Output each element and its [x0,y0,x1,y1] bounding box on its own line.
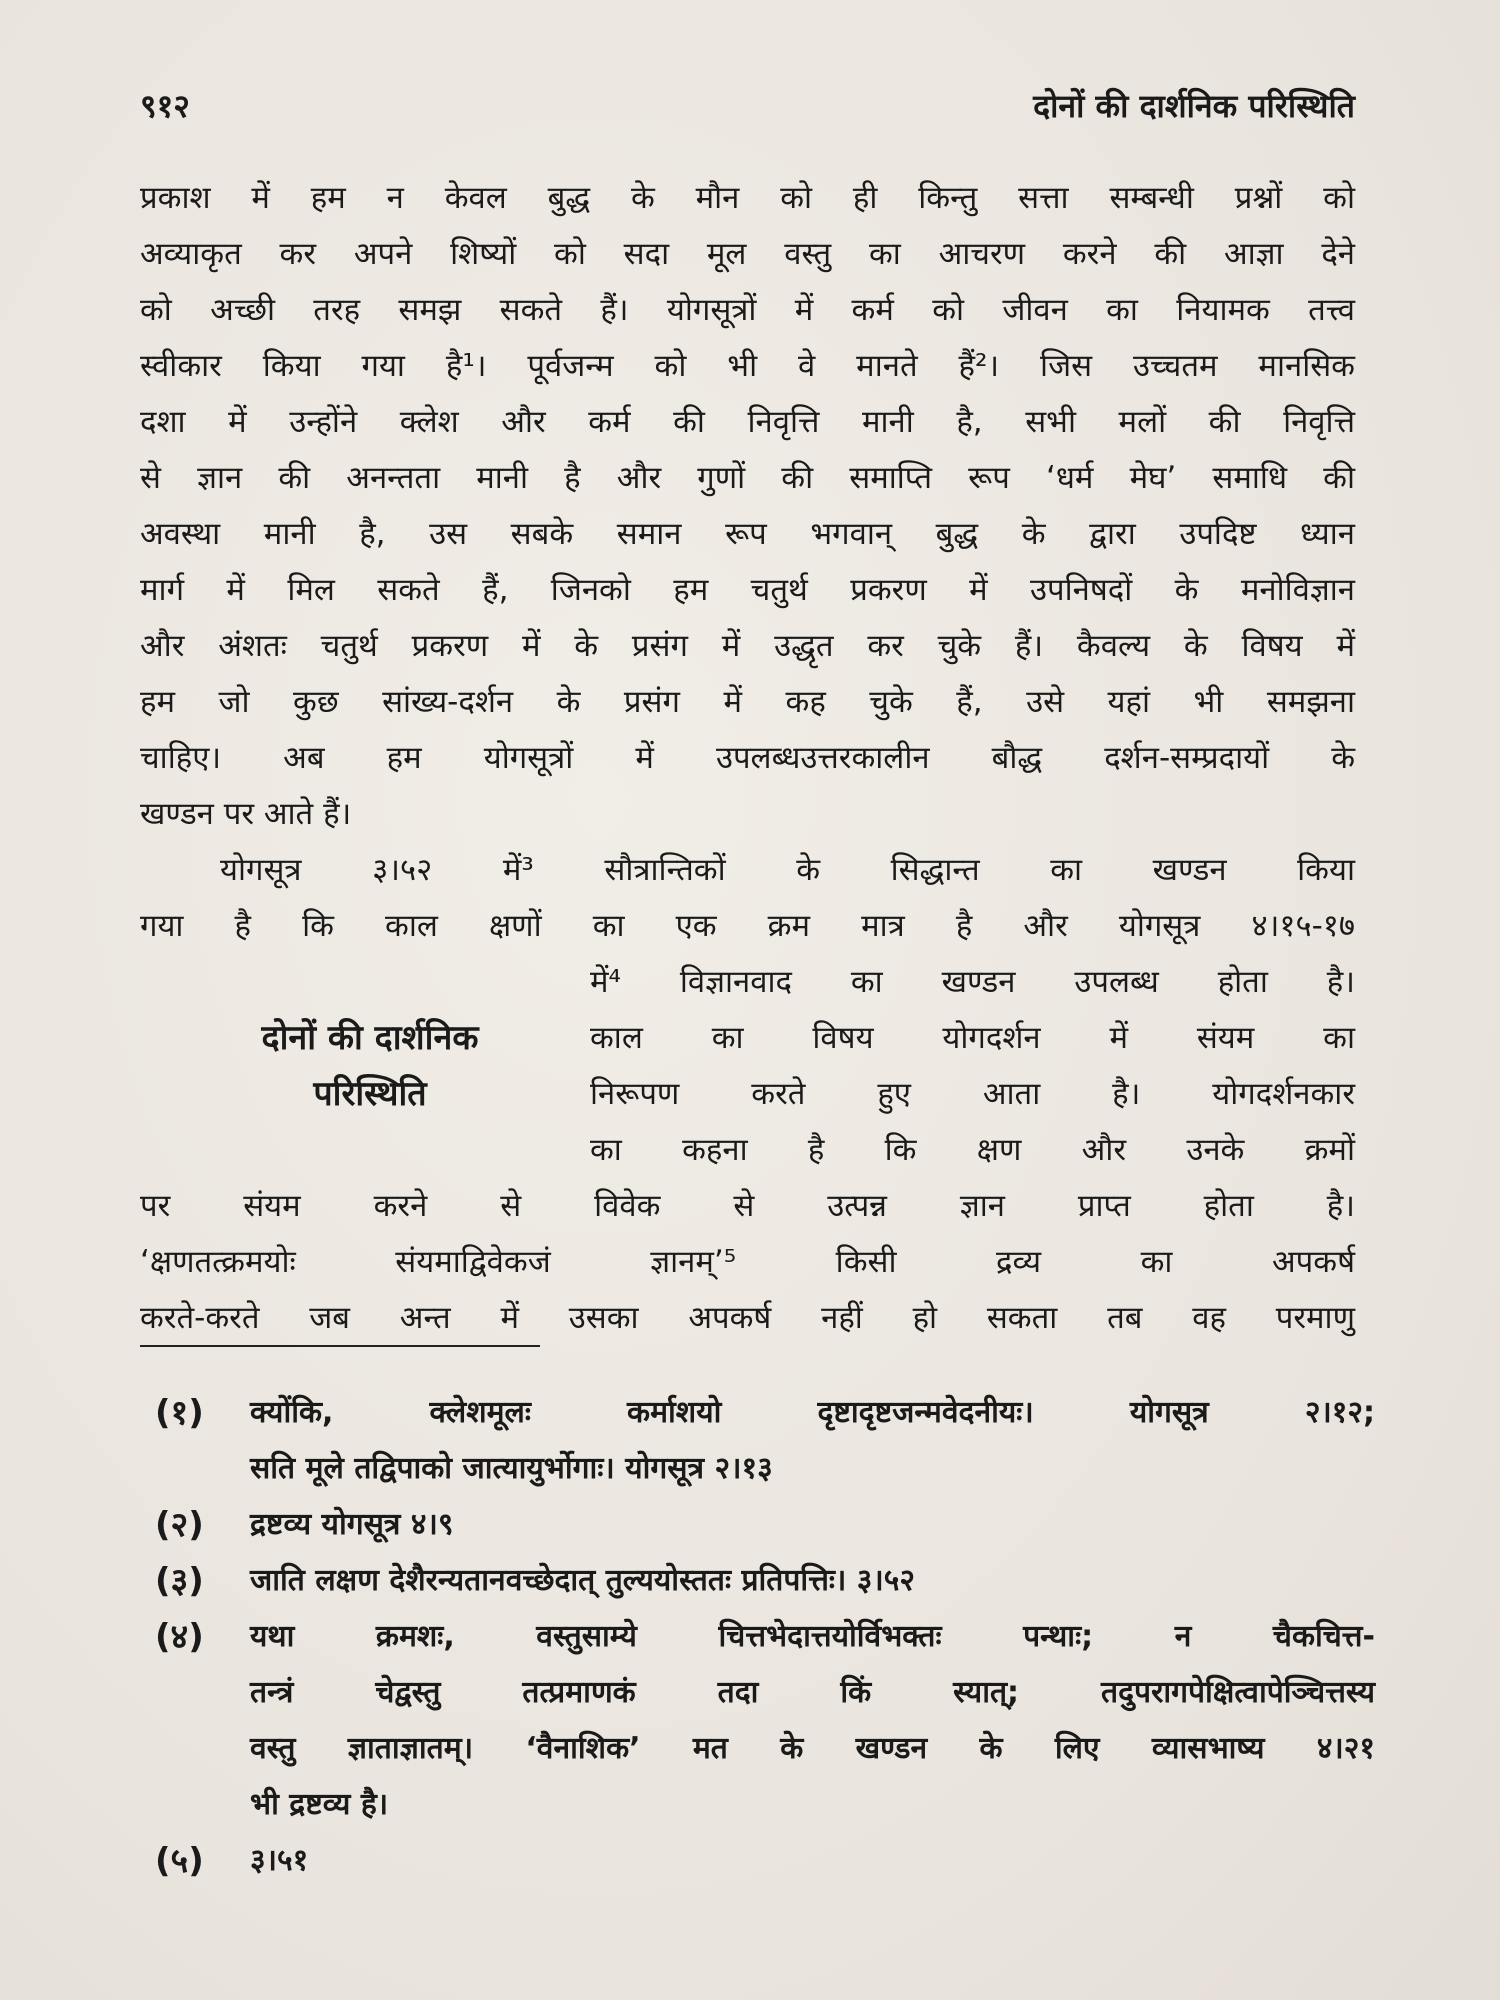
text-line: काल का विषय योगदर्शन में संयम का [590,1020,1355,1056]
footnote-number: (३) [155,1561,204,1601]
text-line: को अच्छी तरह समझ सकते हैं। योगसूत्रों में कर्म को जीवन का नियामक तत्त्व [140,292,1355,328]
text-line: अवस्था मानी है, उस सबके समान रूप भगवान् बुद्ध के द्वारा उपदिष्ट ध्यान [140,516,1355,552]
text-line: अव्याकृत कर अपने शिष्यों को सदा मूल वस्तु का आचरण करने की आज्ञा देने [140,236,1355,272]
text-line: का कहना है कि क्षण और उनके क्रमों [590,1132,1355,1168]
text-line: ‘क्षणतत्क्रमयोः संयमाद्विवेकजं ज्ञानम्’⁵ किसी द्रव्य का अपकर्ष [140,1244,1355,1280]
text-line: पर संयम करने से विवेक से उत्पन्न ज्ञान प्राप्त होता है। [140,1188,1355,1224]
footnote-number: (२) [155,1505,204,1545]
footnote-3 [155,1553,1375,1609]
footnote-line: द्रष्टव्य योगसूत्र ४।९ [250,1507,454,1542]
text-line: प्रकाश में हम न केवल बुद्ध के मौन को ही किन्तु सत्ता सम्बन्धी प्रश्नों को [140,180,1355,216]
text-line: दशा में उन्होंने क्लेश और कर्म की निवृत्ति मानी है, सभी मलों की निवृत्ति [140,404,1355,440]
page-number: ९१२ [140,87,190,125]
text-line: निरूपण करते हुए आता है। योगदर्शनकार [590,1076,1355,1112]
footnote-line: यथा क्रमशः, वस्तुसाम्ये चित्तभेदात्तयोर्विभक्तः पन्थाः; न चैकचित्त- [250,1619,1375,1654]
text-line: स्वीकार किया गया है¹। पूर्वजन्म को भी वे मानते हैं²। जिस उच्चतम मानसिक [140,348,1355,384]
footnote-divider [140,1345,540,1347]
footnote-1 [155,1385,1375,1497]
footnote-line: भी द्रष्टव्य है। [250,1787,389,1822]
text-line: में⁴ विज्ञानवाद का खण्डन उपलब्ध होता है। [590,964,1355,1000]
running-title: दोनों की दार्शनिक परिस्थिति [1033,87,1355,125]
text-line: से ज्ञान की अनन्तता मानी है और गुणों की समाप्ति रूप ‘धर्म मेघ’ समाधि की [140,460,1355,496]
footnote-4 [155,1609,1375,1833]
paragraph-2 [140,842,1355,1010]
footnote-number: (५) [155,1841,204,1881]
footnote-line: ३।५१ [250,1843,309,1878]
footnote-2 [155,1497,1375,1553]
footnote-number: (१) [155,1393,204,1433]
text-line: हम जो कुछ सांख्य-दर्शन के प्रसंग में कह चुके हैं, उसे यहां भी समझना [140,684,1355,720]
side-heading-line: परिस्थिति [313,1074,427,1114]
side-heading-line: दोनों की दार्शनिक [261,1018,479,1058]
footnote-line: तन्त्रं चेद्वस्तु तत्प्रमाणकं तदा किं स्यात्; तदुपरागपेक्षित्वापेञ्चित्तस्य [250,1675,1375,1710]
footnotes [155,1385,1375,1889]
paragraph-3 [140,1010,1355,1346]
text-line: खण्डन पर आते हैं। [140,796,352,832]
side-heading [170,1010,570,1122]
text-line: और अंशतः चतुर्थ प्रकरण में के प्रसंग में उद्धृत कर चुके हैं। कैवल्य के विषय में [140,628,1355,664]
page-header [140,84,1355,134]
footnote-line: जाति लक्षण देशैरन्यतानवच्छेदात् तुल्ययोस्ततः प्रतिपत्तिः। ३।५२ [250,1563,915,1598]
paragraph-1 [140,170,1355,842]
text-line: योगसूत्र ३।५२ में³ सौत्रान्तिकों के सिद्धान्त का खण्डन किया [220,852,1355,888]
text-line: करते-करते जब अन्त में उसका अपकर्ष नहीं हो सकता तब वह परमाणु [140,1300,1355,1336]
main-text [140,170,1355,1346]
footnote-line: क्योंकि, क्लेशमूलः कर्माशयो दृष्टादृष्टजन्मवेदनीयः। योगसूत्र २।१२; [250,1395,1375,1430]
footnote-5 [155,1833,1375,1889]
footnote-line: वस्तु ज्ञाताज्ञातम्। ‘वैनाशिक’ मत के खण्डन के लिए व्यासभाष्य ४।२१ [250,1731,1375,1766]
footnote-line: सति मूले तद्विपाको जात्यायुर्भोगाः। योगसूत्र २।१३ [250,1451,773,1486]
text-line: चाहिए। अब हम योगसूत्रों में उपलब्धउत्तरकालीन बौद्ध दर्शन-सम्प्रदायों के [140,740,1355,776]
text-line: गया है कि काल क्षणों का एक क्रम मात्र है और योगसूत्र ४।१५-१७ [140,908,1355,944]
footnote-number: (४) [155,1617,204,1657]
text-line: मार्ग में मिल सकते हैं, जिनको हम चतुर्थ प्रकरण में उपनिषदों के मनोविज्ञान [140,572,1355,608]
